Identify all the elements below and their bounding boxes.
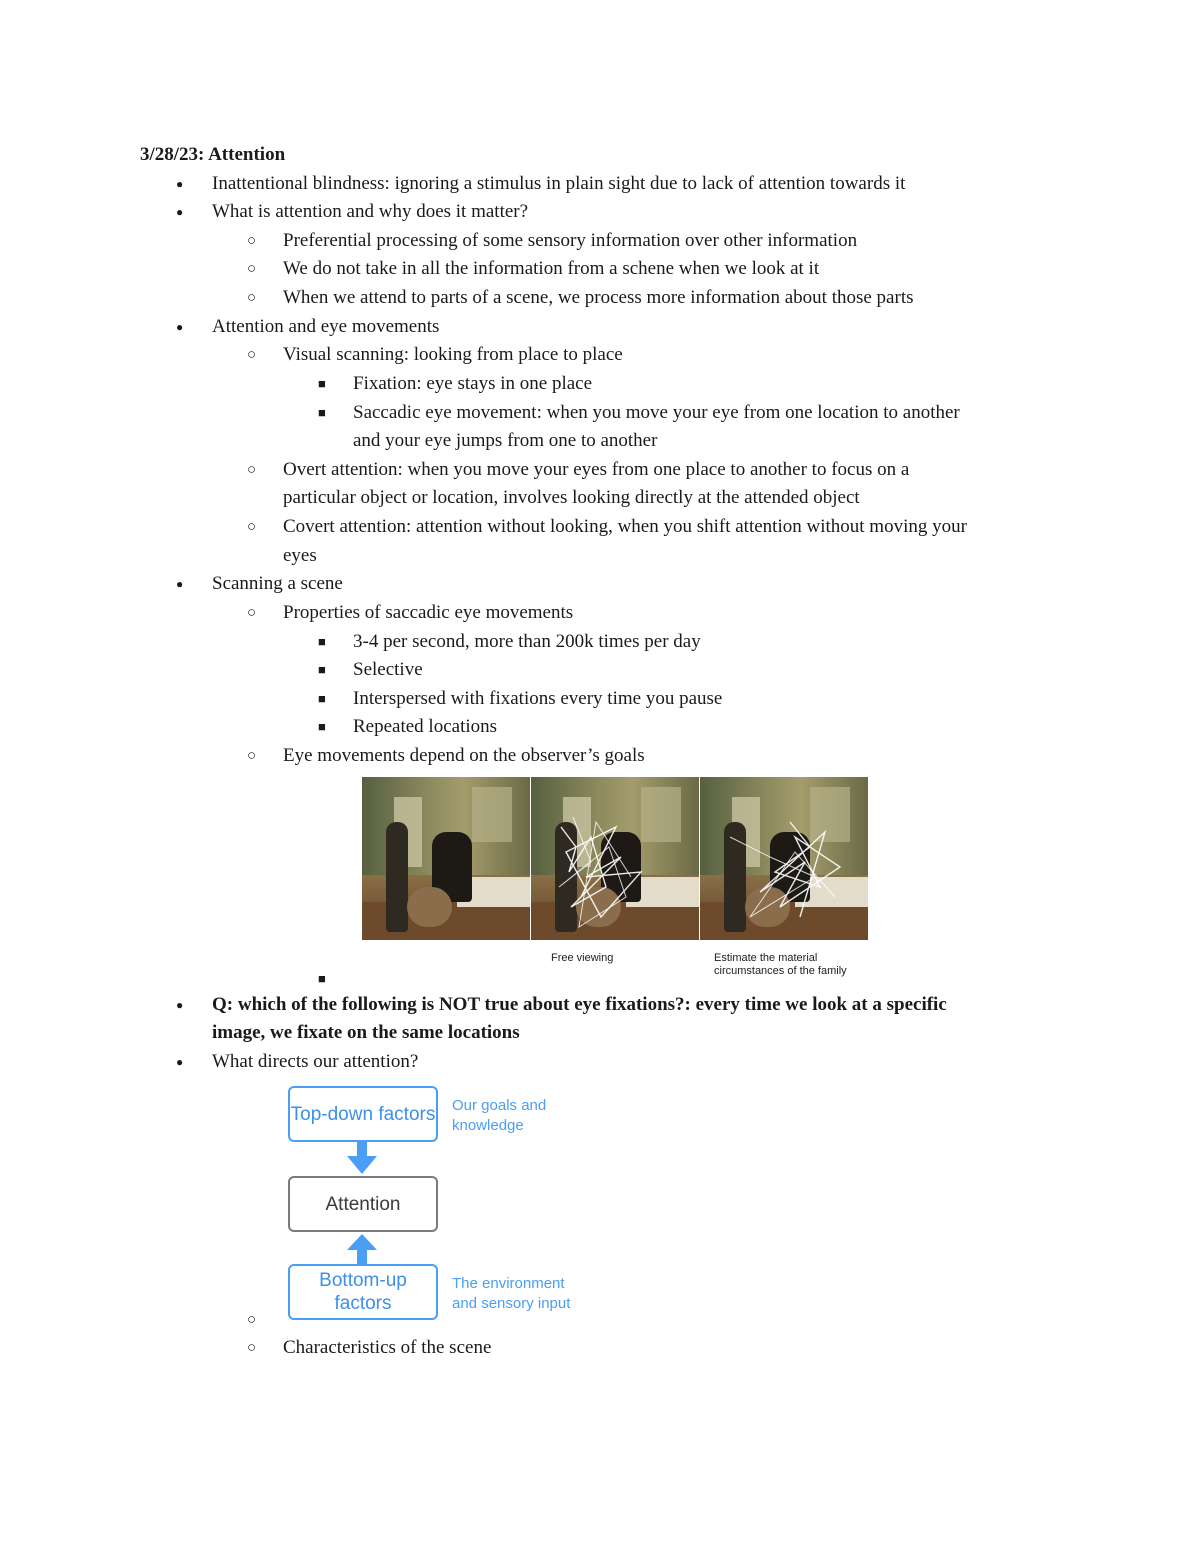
- scanpath-overlay: [531, 777, 699, 940]
- list-item: Preferential processing of some sensory information over other information: [283, 230, 858, 251]
- painting-free-viewing-scanpath: [531, 777, 699, 940]
- list-item: Repeated locations: [353, 716, 498, 737]
- list-item: When we attend to parts of a scene, we process more information about those parts: [283, 287, 914, 308]
- bullet-square-icon: ■: [318, 691, 326, 706]
- bullet-circle-icon: ○: [247, 748, 257, 764]
- attention-factors-diagram: [284, 1084, 604, 1328]
- list-item: Properties of saccadic eye movements: [283, 602, 574, 623]
- list-item: Covert attention: attention without looking, when you shift attention without moving your: [283, 516, 967, 537]
- page-title: 3/28/23: Attention: [140, 144, 286, 165]
- painting-estimate-scanpath: [700, 777, 868, 940]
- bullet-circle-icon: ○: [247, 519, 257, 535]
- list-item-continuation: particular object or location, involves looking directly at the attended object: [283, 487, 860, 508]
- list-item: Visual scanning: looking from place to place: [283, 344, 623, 365]
- bullet-disc-icon: ●: [176, 177, 184, 191]
- top-down-note: Our goals and knowledge: [452, 1097, 547, 1134]
- list-item: Selective: [353, 659, 423, 680]
- bullet-square-icon: ■: [318, 719, 326, 734]
- bullet-disc-icon: ●: [176, 205, 184, 219]
- bullet-disc-icon: ●: [176, 1055, 184, 1069]
- bullet-circle-icon: ○: [247, 233, 257, 249]
- list-item-continuation: and your eye jumps from one to another: [353, 430, 658, 451]
- bullet-square-icon: ■: [318, 405, 326, 420]
- bullet-circle-icon: ○: [247, 261, 257, 277]
- bullet-disc-icon: ●: [176, 998, 184, 1012]
- bullet-disc-icon: ●: [176, 320, 184, 334]
- bullet-square-icon: ■: [318, 634, 326, 649]
- list-item: Inattentional blindness: ignoring a stimulus in plain sight due to lack of attention towards it: [212, 173, 906, 194]
- caption-free-viewing: Free viewing: [551, 952, 614, 964]
- eye-tracking-figure: [362, 777, 868, 940]
- bullet-square-icon: ■: [318, 662, 326, 677]
- bullet-circle-icon: ○: [247, 1312, 257, 1328]
- bullet-circle-icon: ○: [247, 347, 257, 363]
- bullet-square-icon: ■: [318, 376, 326, 391]
- list-item: Attention and eye movements: [212, 316, 440, 337]
- list-item: Scanning a scene: [212, 573, 343, 594]
- attention-box: Attention: [288, 1176, 438, 1232]
- bottom-up-factors-box: Bottom-up factors: [288, 1264, 438, 1320]
- bullet-circle-icon: ○: [247, 290, 257, 306]
- list-item: What is attention and why does it matter?: [212, 201, 529, 222]
- down-arrow-icon: [284, 1142, 444, 1178]
- list-item: What directs our attention?: [212, 1051, 419, 1072]
- list-item: Characteristics of the scene: [283, 1337, 492, 1358]
- list-item-continuation: eyes: [283, 545, 317, 566]
- list-item: Saccadic eye movement: when you move your eye from one location to another: [353, 402, 960, 423]
- caption-estimate: Estimate the material: [714, 952, 818, 964]
- bullet-circle-icon: ○: [247, 1340, 257, 1356]
- list-item: 3-4 per second, more than 200k times per day: [353, 631, 701, 652]
- list-item: Overt attention: when you move your eyes from one place to another to focus on a: [283, 459, 910, 480]
- question-item: Q: which of the following is NOT true about eye fixations?: every time we look at a specific: [212, 994, 947, 1015]
- bullet-square-icon: ■: [318, 971, 326, 986]
- list-item: Interspersed with fixations every time you pause: [353, 688, 723, 709]
- caption-estimate-continuation: circumstances of the family: [714, 965, 847, 977]
- list-item: Fixation: eye stays in one place: [353, 373, 593, 394]
- bullet-circle-icon: ○: [247, 605, 257, 621]
- painting-original: [362, 777, 530, 940]
- top-down-factors-box: Top-down factors: [288, 1086, 438, 1142]
- list-item: We do not take in all the information from a schene when we look at it: [283, 258, 820, 279]
- scanpath-overlay: [700, 777, 868, 940]
- bullet-disc-icon: ●: [176, 577, 184, 591]
- bullet-circle-icon: ○: [247, 462, 257, 478]
- bottom-up-note: The environment and sensory input: [452, 1275, 571, 1312]
- list-item: Eye movements depend on the observer’s goals: [283, 745, 645, 766]
- question-item-continuation: image, we fixate on the same locations: [212, 1022, 520, 1043]
- up-arrow-icon: [284, 1232, 444, 1266]
